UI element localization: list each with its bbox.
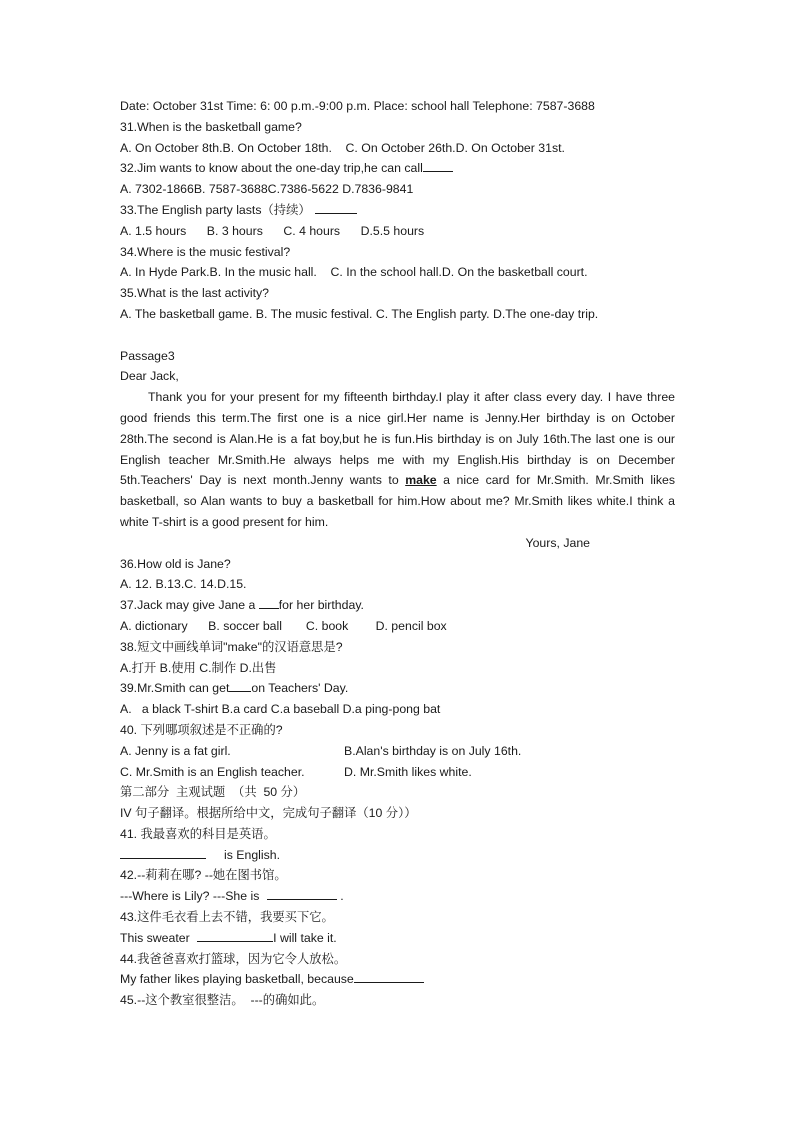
question-37-text-b: for her birthday. [278, 598, 364, 613]
option-a: A. Jenny is a fat girl. [120, 743, 231, 758]
question-31: 31.When is the basketball game? [120, 119, 302, 134]
spacer [120, 325, 675, 346]
question-44-cn: 44.我爸爸喜欢打篮球，因为它令人放松。 [120, 951, 347, 966]
question-44-en [120, 969, 675, 990]
passage-title: Passage3 [120, 348, 175, 363]
letter-salutation: Dear Jack, [120, 369, 179, 384]
question-33 [120, 200, 675, 221]
question-39-options: A. a black T-shirt B.a card C.a baseball D.a ping-pong bat [120, 702, 441, 717]
question-39 [120, 678, 675, 699]
question-40: 40. 下列哪项叙述是不正确的? [120, 722, 283, 737]
answer-blank [315, 201, 357, 214]
question-41-en [120, 845, 675, 866]
underlined-word: make [405, 473, 437, 488]
question-39-text-b: on Teachers' Day. [251, 681, 349, 696]
question-44-en-text-a: My father likes playing basketball, because [120, 972, 354, 987]
question-45-cn: 45.--这个教室很整洁。 ---的确如此。 [120, 993, 325, 1008]
event-info-line: Date: October 31st Time: 6: 00 p.m.-9:00 p.m. Place: school hall Telephone: 7587-3688 [120, 99, 595, 113]
part2-title: 第二部分 主观试题 （共 50 分） [120, 785, 306, 800]
question-42-en-text-b: . [336, 889, 344, 904]
question-31-options: A. On October 8th.B. On October 18th. C. On October 26th.D. On October 31st. [120, 140, 565, 155]
question-38-options: A.打开 B.使用 C.制作 D.出售 [120, 660, 277, 675]
question-42-en [120, 886, 675, 907]
option-c: C. Mr.Smith is an English teacher. [120, 764, 305, 779]
question-38: 38.短文中画线单词"make"的汉语意思是? [120, 639, 343, 654]
question-37 [120, 595, 675, 616]
answer-blank [197, 929, 273, 942]
question-41-cn: 41. 我最喜欢的科目是英语。 [120, 826, 276, 841]
answer-blank [259, 596, 279, 609]
question-39-text-a: 39.Mr.Smith can get [120, 681, 230, 696]
question-37-options: A. dictionary B. soccer ball C. book D. pencil box [120, 618, 447, 633]
question-42-en-text-a: ---Where is Lily? ---She is [120, 889, 263, 904]
question-33-text: 33.The English party lasts（持续） [120, 202, 311, 217]
option-d: D. Mr.Smith likes white. [344, 764, 472, 779]
letter-signature: Yours, Jane [525, 535, 590, 550]
letter-text-part1: Thank you for your present for my fifteenth birthday.I play it after class every day. I have three good friends this term.The first one is a nice girl.Her name is Jenny.Her birthday is on October 28th.The second is Alan.He is a fat boy,but he is fun.His birthday is on July 16th.The last one is our English teacher Mr.Smith.He always helps me with my English.His birthday is on December 5th.Teachers' Day is next month.Jenny wants to [120, 390, 675, 488]
question-41-en-text: is English. [224, 847, 281, 862]
question-32 [120, 158, 675, 179]
question-43-cn: 43.这件毛衣看上去不错，我要买下它。 [120, 910, 334, 925]
question-32-options: A. 7302-1866B. 7587-3688C.7386-5622 D.7836-9841 [120, 182, 414, 197]
question-33-options: A. 1.5 hours B. 3 hours C. 4 hours D.5.5 hours [120, 223, 425, 238]
section4-title: IV 句子翻译。根据所给中文，完成句子翻译（10 分）） [120, 806, 417, 821]
question-35-options: A. The basketball game. B. The music festival. C. The English party. D.The one-day trip. [120, 306, 599, 321]
question-43-en [120, 928, 675, 949]
question-37-text-a: 37.Jack may give Jane a [120, 598, 259, 613]
exam-page [120, 96, 675, 1011]
question-35: 35.What is the last activity? [120, 286, 269, 301]
answer-blank [267, 887, 337, 900]
question-40-options-row1 [120, 741, 675, 762]
answer-blank [120, 846, 206, 859]
letter-text-part2: a nice card for Mr.Smith. Mr.Smith likes basketball, so Alan wants to buy a basketball for him.How about me? Mr.Smith likes white.I think a white T-shirt is a good present for him. [120, 473, 675, 529]
question-43-en-text-b: I will take it. [273, 930, 337, 945]
option-b: B.Alan's birthday is on July 16th. [344, 743, 522, 758]
question-32-text: 32.Jim wants to know about the one-day trip,he can call [120, 161, 423, 176]
question-34: 34.Where is the music festival? [120, 244, 291, 259]
question-36: 36.How old is Jane? [120, 556, 231, 571]
question-34-options: A. In Hyde Park.B. In the music hall. C. In the school hall.D. On the basketball court. [120, 265, 588, 280]
question-40-options-row2 [120, 762, 675, 783]
answer-blank [229, 679, 251, 692]
answer-blank [423, 159, 453, 172]
question-43-en-text-a: This sweater [120, 930, 194, 945]
letter-body [120, 387, 675, 533]
answer-blank [354, 970, 424, 983]
question-42-cn: 42.--莉莉在哪? --她在图书馆。 [120, 868, 287, 883]
question-36-options: A. 12. B.13.C. 14.D.15. [120, 577, 247, 592]
